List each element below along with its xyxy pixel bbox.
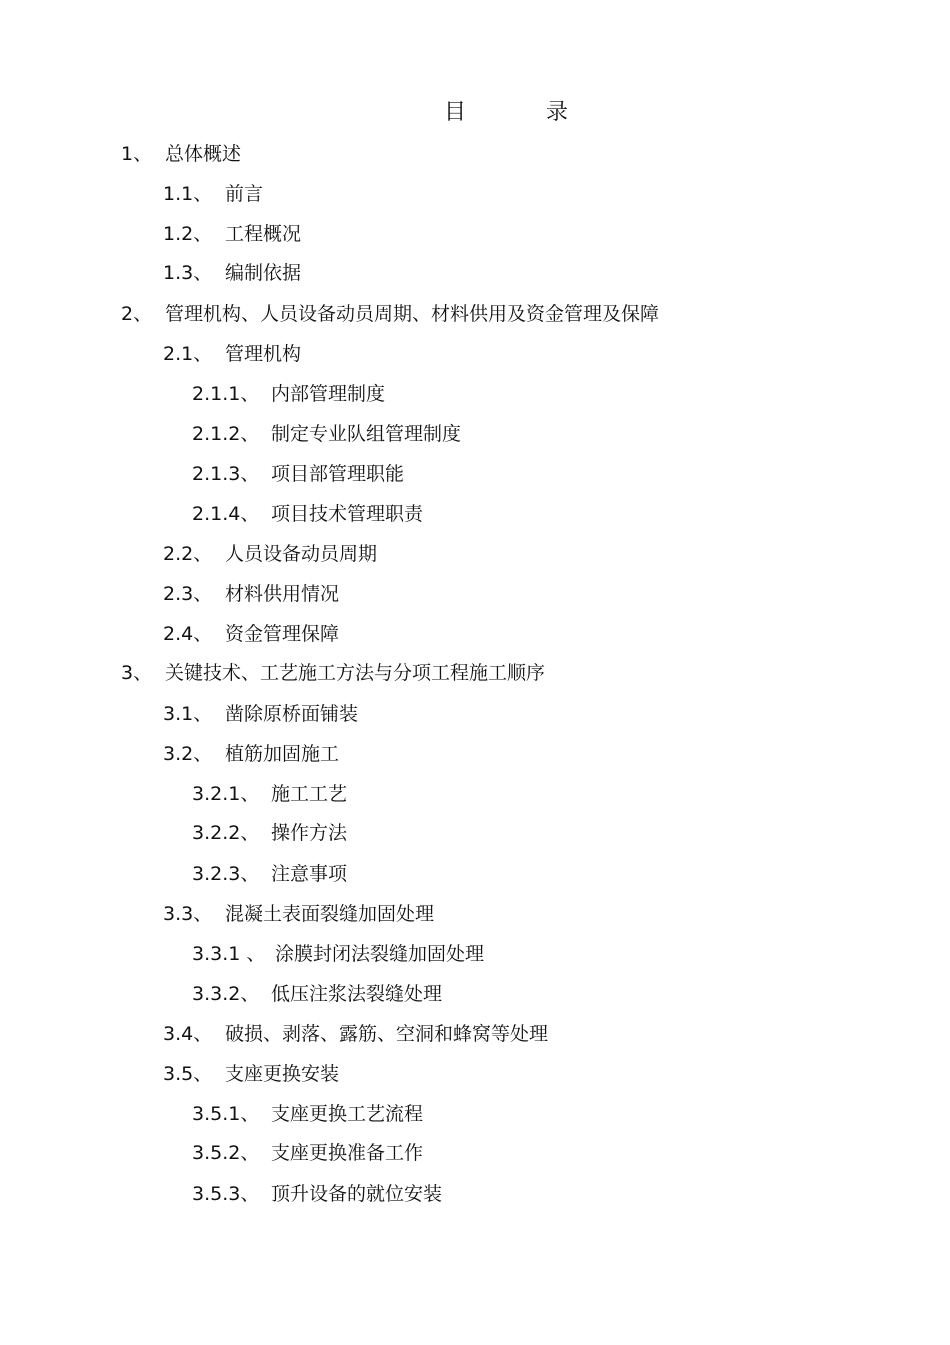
entry-title: 制定专业队组管理制度 bbox=[271, 423, 462, 445]
title-char-mu: 目 bbox=[444, 100, 467, 125]
entry-title: 操作方法 bbox=[271, 822, 348, 844]
entry-title: 内部管理制度 bbox=[271, 383, 386, 405]
entry-number: 2.2、 bbox=[163, 543, 213, 565]
entry-number: 2.1.3、 bbox=[192, 463, 260, 485]
title-char-lu: 录 bbox=[546, 100, 569, 125]
entry-title: 植筋加固施工 bbox=[225, 743, 340, 765]
entry-title: 前言 bbox=[225, 183, 264, 205]
entry-number: 1、 bbox=[121, 143, 153, 165]
entry-title: 施工工艺 bbox=[271, 783, 348, 805]
entry-number: 3.3、 bbox=[163, 903, 213, 925]
entry-number: 1.1、 bbox=[163, 183, 213, 205]
entry-title: 凿除原桥面铺装 bbox=[225, 703, 359, 725]
entry-title: 关键技术、工艺施工方法与分项工程施工顺序 bbox=[165, 662, 546, 684]
entry-number: 2.1.1、 bbox=[192, 383, 260, 405]
entry-title: 混凝土表面裂缝加固处理 bbox=[225, 903, 435, 925]
entry-title: 总体概述 bbox=[165, 143, 242, 165]
entry-title: 材料供用情况 bbox=[225, 583, 340, 605]
entry-title: 管理机构、人员设备动员周期、材料供用及资金管理及保障 bbox=[165, 303, 660, 325]
entry-number: 3.3.2、 bbox=[192, 983, 260, 1005]
entry-number: 3.3.1 、 bbox=[192, 943, 266, 965]
entry-title: 编制依据 bbox=[225, 262, 302, 284]
entry-number: 3.5.1、 bbox=[192, 1103, 260, 1125]
entry-title: 管理机构 bbox=[225, 343, 302, 365]
entry-number: 3.2、 bbox=[163, 743, 213, 765]
entry-number: 2.4、 bbox=[163, 623, 213, 645]
entry-number: 3.5、 bbox=[163, 1063, 213, 1085]
entry-title: 支座更换准备工作 bbox=[271, 1142, 424, 1164]
entry-title: 顶升设备的就位安装 bbox=[271, 1183, 443, 1205]
entry-number: 2.1.2、 bbox=[192, 423, 260, 445]
entry-number: 3.5.2、 bbox=[192, 1142, 260, 1164]
entry-title: 项目技术管理职责 bbox=[271, 503, 424, 525]
entry-title: 项目部管理职能 bbox=[271, 463, 405, 485]
entry-number: 1.3、 bbox=[163, 262, 213, 284]
entry-number: 3.4、 bbox=[163, 1023, 213, 1045]
entry-title: 破损、剥落、露筋、空洞和蜂窝等处理 bbox=[225, 1023, 549, 1045]
entry-number: 2.3、 bbox=[163, 583, 213, 605]
entry-number: 2、 bbox=[121, 303, 153, 325]
entry-title: 人员设备动员周期 bbox=[225, 543, 378, 565]
entry-title: 注意事项 bbox=[271, 863, 348, 885]
entry-title: 资金管理保障 bbox=[225, 623, 340, 645]
entry-number: 3.2.3、 bbox=[192, 863, 260, 885]
entry-title: 工程概况 bbox=[225, 223, 302, 245]
entry-number: 3、 bbox=[121, 662, 153, 684]
entry-number: 3.5.3、 bbox=[192, 1183, 260, 1205]
entry-number: 2.1、 bbox=[163, 343, 213, 365]
entry-number: 3.2.1、 bbox=[192, 783, 260, 805]
entry-title: 支座更换安装 bbox=[225, 1063, 340, 1085]
entry-number: 3.1、 bbox=[163, 703, 213, 725]
entry-title: 支座更换工艺流程 bbox=[271, 1103, 424, 1125]
entry-number: 3.2.2、 bbox=[192, 822, 260, 844]
entry-number: 2.1.4、 bbox=[192, 503, 260, 525]
entry-title: 低压注浆法裂缝处理 bbox=[271, 983, 443, 1005]
entry-number: 1.2、 bbox=[163, 223, 213, 245]
entry-title: 涂膜封闭法裂缝加固处理 bbox=[275, 943, 485, 965]
